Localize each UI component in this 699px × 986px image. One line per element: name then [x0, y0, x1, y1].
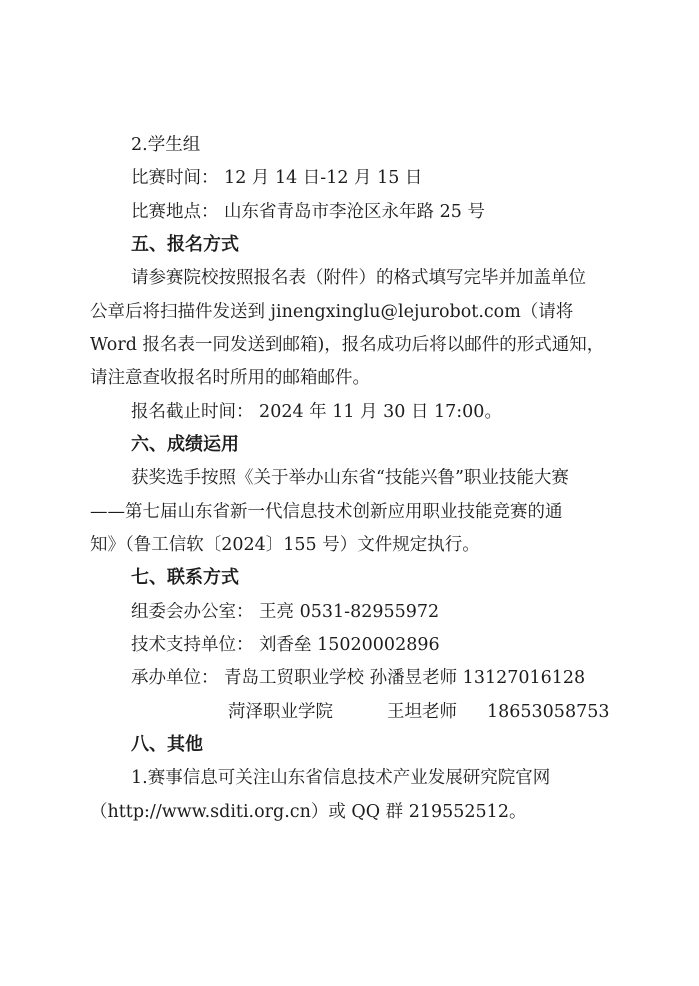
registration-paragraph-line-4: 请注意查收报名时所用的邮箱邮件。 — [90, 368, 370, 388]
section-heading-other: 八、其他 — [131, 734, 203, 755]
results-paragraph-line-2: ——第七届山东省新一代信息技术创新应用职业技能竞赛的通 — [90, 502, 563, 522]
student-group-label: 2.学生组 — [131, 135, 201, 155]
host-unit-2-teacher: 王坦老师 — [387, 702, 457, 722]
registration-paragraph-line-3: Word 报名表一同发送到邮箱)，报名成功后将以邮件的形式通知， — [90, 335, 605, 355]
host-unit-2-school: 菏泽职业学院 — [228, 702, 333, 722]
results-paragraph-line-1: 获奖选手按照《关于举办山东省“技能兴鲁”职业技能大赛 — [131, 468, 569, 488]
contact-tech-support: 技术支持单位： 刘香垒 15020002896 — [131, 635, 440, 655]
results-paragraph-line-3: 知》（鲁工信软〔2024〕155 号）文件规定执行。 — [90, 535, 480, 555]
competition-time: 比赛时间： 12 月 14 日-12 月 15 日 — [131, 168, 423, 188]
registration-deadline: 报名截止时间： 2024 年 11 月 30 日 17:00。 — [131, 402, 502, 422]
competition-location: 比赛地点： 山东省青岛市李沧区永年路 25 号 — [131, 202, 485, 222]
section-heading-contact: 七、联系方式 — [131, 567, 239, 588]
contact-host-unit-2 — [228, 700, 609, 724]
section-heading-registration: 五、报名方式 — [131, 234, 239, 255]
other-paragraph-line-2: （http://www.sditi.org.cn）或 QQ 群 219552512。 — [90, 802, 527, 822]
contact-organizing-office: 组委会办公室： 王亮 0531-82955972 — [131, 602, 440, 622]
registration-paragraph-line-2: 公章后将扫描件发送到 jinengxinglu@lejurobot.com（请将 — [90, 302, 574, 322]
registration-paragraph-line-1: 请参赛院校按照报名表（附件）的格式填写完毕并加盖单位 — [131, 268, 586, 288]
other-paragraph-line-1: 1.赛事信息可关注山东省信息技术产业发展研究院官网 — [131, 768, 551, 788]
contact-host-unit-1: 承办单位： 青岛工贸职业学校 孙潘昱老师 13127016128 — [131, 668, 586, 688]
section-heading-results: 六、成绩运用 — [131, 434, 239, 455]
host-unit-2-phone: 18653058753 — [487, 702, 610, 722]
